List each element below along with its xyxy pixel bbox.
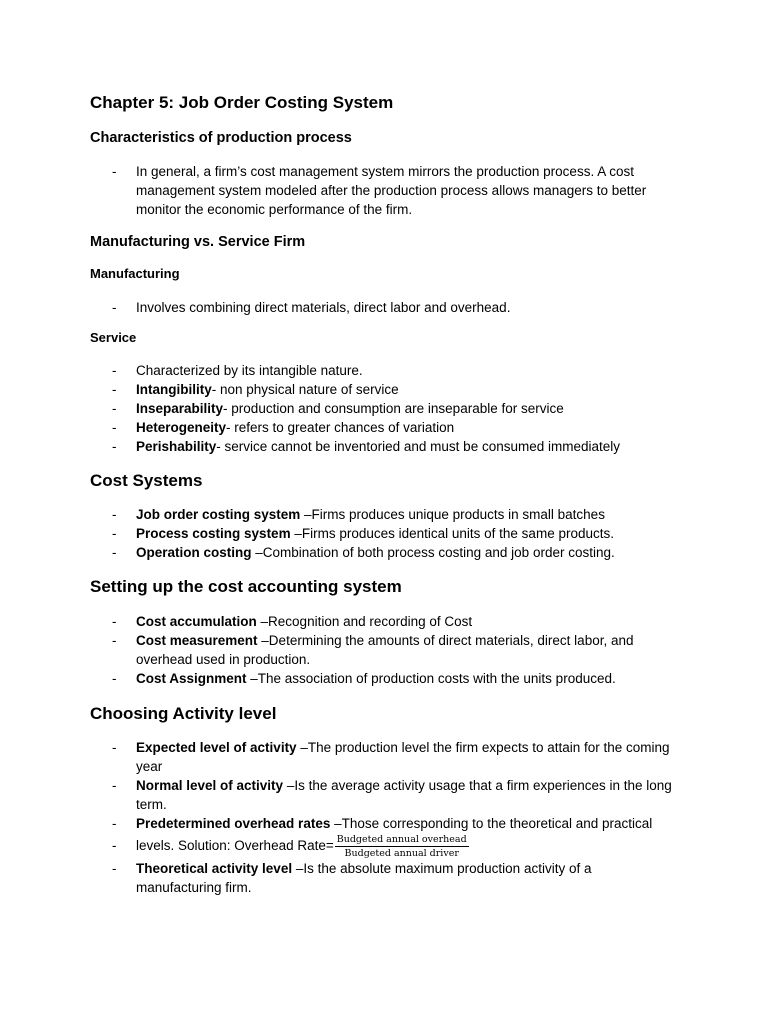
- term: Intangibility: [136, 382, 212, 397]
- list-item: - Inseparability- production and consumption are inseparable for service: [112, 401, 564, 416]
- list-item: - Operation costing –Combination of both process costing and job order costing.: [112, 545, 615, 560]
- list-item: - levels. Solution: Overhead Rate= $\frac{\text{Budgeted annual overhead}}{\text{Budgeted annual driver}}$: [112, 833, 467, 859]
- list-cost-systems: [90, 505, 680, 562]
- list-item: - Involves combining direct materials, direct labor and overhead.: [112, 300, 511, 315]
- list-item: - Heterogeneity- refers to greater chances of variation: [112, 420, 455, 435]
- list-item: - Intangibility- non physical nature of service: [112, 382, 399, 397]
- heading-activity-level: Choosing Activity level: [90, 704, 277, 723]
- term: Heterogeneity: [136, 420, 227, 435]
- list-manufacturing: [90, 298, 680, 317]
- bullet-text: Involves combining direct materials, direct labor and overhead.: [136, 300, 511, 315]
- fraction-numerator: Budgeted annual overhead: [336, 833, 467, 845]
- heading-characteristics: Characteristics of production process: [90, 130, 352, 146]
- term: Expected level of activity: [136, 740, 297, 755]
- bullet-text: - production and consumption are inseparable for service: [223, 401, 564, 416]
- bullet-text: –Firms produces identical units of the same products.: [290, 526, 614, 541]
- term: Predetermined overhead rates: [136, 816, 331, 831]
- list-item: - Cost Assignment –The association of production costs with the units produced.: [112, 671, 616, 686]
- list-item: - Cost accumulation –Recognition and recording of Cost: [112, 614, 473, 629]
- list-item: - In general, a firm’s cost management system mirrors the production process. A cost management system modeled after the production process allows managers to better monitor the economic performance of the firm.: [112, 164, 647, 217]
- overhead-rate-fraction: [335, 834, 469, 859]
- bullet-text: - refers to greater chances of variation: [226, 420, 455, 435]
- bullet-text: –Combination of both process costing and job order costing.: [251, 545, 615, 560]
- term: Cost Assignment: [136, 671, 247, 686]
- term: Inseparability: [136, 401, 224, 416]
- bullet-text: –Those corresponding to the theoretical and practical: [330, 816, 653, 831]
- list-item: - Normal level of activity –Is the average activity usage that a firm experiences in the long term.: [112, 778, 672, 812]
- formula-lead: levels. Solution: Overhead Rate=: [136, 838, 334, 853]
- term: Cost measurement: [136, 633, 258, 648]
- bullet-text: –The production level the firm expects to attain for the coming year: [136, 740, 670, 774]
- heading-cost-systems: Cost Systems: [90, 471, 203, 490]
- heading-manufacturing: Manufacturing: [90, 266, 180, 281]
- list-service: [90, 361, 680, 456]
- list-item: - Theoretical activity level –Is the absolute maximum production activity of a manufacturing firm.: [112, 861, 592, 895]
- list-item: - Process costing system –Firms produces identical units of the same products.: [112, 526, 614, 541]
- bullet-text: –The association of production costs with the units produced.: [246, 671, 616, 686]
- list-item: - Expected level of activity –The production level the firm expects to attain for the coming year: [112, 740, 670, 774]
- term: Process costing system: [136, 526, 291, 541]
- bullet-text: –Is the absolute maximum production activity of a manufacturing firm.: [136, 861, 592, 895]
- bullet-text: - service cannot be inventoried and must be consumed immediately: [216, 439, 621, 454]
- heading-mfg-vs-service: Manufacturing vs. Service Firm: [90, 234, 306, 250]
- chapter-title: Chapter 5: Job Order Costing System: [90, 93, 394, 112]
- term: Theoretical activity level: [136, 861, 293, 876]
- list-setting-up: [90, 612, 680, 688]
- term: Job order costing system: [136, 507, 301, 522]
- fraction-denominator: Budgeted annual driver: [344, 847, 459, 859]
- bullet-text: –Determining the amounts of direct materials, direct labor, and overhead used in production.: [136, 633, 634, 667]
- list-item: - Perishability- service cannot be inventoried and must be consumed immediately: [112, 439, 621, 454]
- term: Cost accumulation: [136, 614, 257, 629]
- bullet-text: –Recognition and recording of Cost: [256, 614, 473, 629]
- bullet-text: –Firms produces unique products in small batches: [300, 507, 605, 522]
- term: Perishability: [136, 439, 217, 454]
- bullet-text: Characterized by its intangible nature.: [136, 363, 363, 378]
- list-item: - Job order costing system –Firms produces unique products in small batches: [112, 507, 605, 522]
- list-item: - Predetermined overhead rates –Those corresponding to the theoretical and practical: [112, 816, 653, 831]
- bullet-text: In general, a firm’s cost management system mirrors the production process. A cost management system modeled after the production process allows managers to better monitor the economic performance of the firm.: [136, 164, 647, 217]
- term: Normal level of activity: [136, 778, 284, 793]
- list-characteristics: [90, 162, 680, 219]
- list-item: - Characterized by its intangible nature.: [112, 363, 363, 378]
- bullet-text: –Is the average activity usage that a firm experiences in the long term.: [136, 778, 672, 812]
- heading-service: Service: [90, 330, 137, 345]
- term: Operation costing: [136, 545, 252, 560]
- heading-setting-up: Setting up the cost accounting system: [90, 577, 402, 596]
- list-activity-level: [90, 738, 680, 897]
- list-item: - Cost measurement –Determining the amounts of direct materials, direct labor, and overhead used in production.: [112, 633, 634, 667]
- bullet-text: - non physical nature of service: [211, 382, 399, 397]
